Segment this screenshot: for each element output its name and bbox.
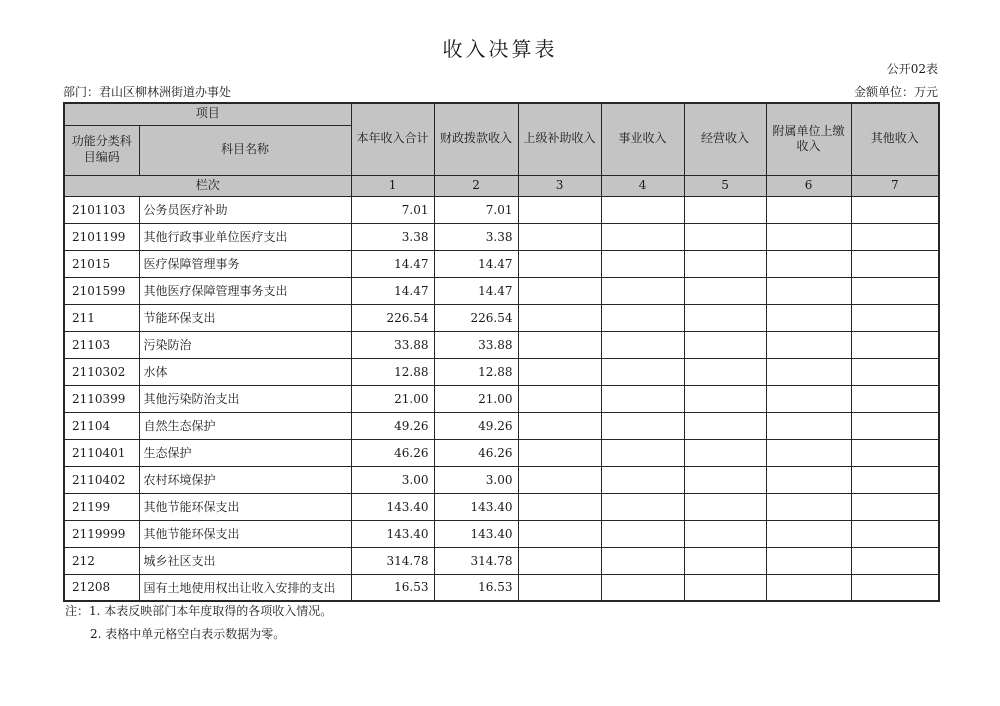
value-cell	[766, 304, 851, 331]
table-row	[64, 412, 939, 439]
value-cell: 3.00	[351, 466, 434, 493]
subject-code-cell: 211	[64, 304, 139, 331]
subject-name-cell: 其他节能环保支出	[139, 520, 351, 547]
table-row	[64, 358, 939, 385]
subject-name-cell: 生态保护	[139, 439, 351, 466]
subject-name-cell: 国有土地使用权出让收入安排的支出	[139, 574, 351, 601]
value-cell	[518, 331, 601, 358]
table-row	[64, 493, 939, 520]
value-cell: 226.54	[351, 304, 434, 331]
income-table	[63, 102, 940, 602]
value-cell	[518, 277, 601, 304]
subject-name-cell: 公务员医疗补助	[139, 196, 351, 223]
value-cell	[601, 412, 684, 439]
value-cell	[684, 331, 766, 358]
value-cell: 16.53	[434, 574, 518, 601]
subject-code-cell: 21104	[64, 412, 139, 439]
value-cell	[851, 466, 939, 493]
value-cell	[601, 547, 684, 574]
table-row	[64, 304, 939, 331]
table-row	[64, 331, 939, 358]
subject-name-cell: 节能环保支出	[139, 304, 351, 331]
subject-code-cell: 2119999	[64, 520, 139, 547]
subject-code-cell: 212	[64, 547, 139, 574]
value-cell	[518, 520, 601, 547]
table-body	[64, 196, 939, 601]
value-cell	[851, 196, 939, 223]
table-row	[64, 250, 939, 277]
value-cell	[766, 385, 851, 412]
value-cell	[684, 385, 766, 412]
value-cell: 14.47	[434, 277, 518, 304]
value-cell	[684, 439, 766, 466]
subject-code-cell: 21208	[64, 574, 139, 601]
footnote-line: 注：1. 本表反映部门本年度取得的各项收入情况。	[65, 604, 333, 618]
value-cell	[851, 304, 939, 331]
table-row	[64, 223, 939, 250]
col-header-subject-name: 科目名称	[139, 125, 351, 175]
value-cell	[518, 493, 601, 520]
value-cell	[766, 196, 851, 223]
table-row	[64, 196, 939, 223]
col-header-superior-subsidy: 上级补助收入	[518, 103, 601, 175]
col-number-cell: 6	[766, 175, 851, 196]
unit-label: 金额单位：万元	[853, 85, 938, 99]
value-cell	[684, 574, 766, 601]
value-cell	[518, 223, 601, 250]
value-cell	[766, 412, 851, 439]
col-header-function-code: 功能分类科目编码	[64, 125, 139, 175]
value-cell	[601, 331, 684, 358]
value-cell	[851, 547, 939, 574]
value-cell	[684, 277, 766, 304]
value-cell	[851, 520, 939, 547]
value-cell	[684, 358, 766, 385]
table-row	[64, 520, 939, 547]
value-cell: 21.00	[434, 385, 518, 412]
value-cell	[518, 385, 601, 412]
value-cell: 49.26	[434, 412, 518, 439]
col-header-other-income: 其他收入	[851, 103, 939, 175]
value-cell	[518, 250, 601, 277]
value-cell: 314.78	[434, 547, 518, 574]
project-header-cell: 项目	[64, 103, 351, 125]
value-cell	[518, 304, 601, 331]
value-cell	[766, 547, 851, 574]
value-cell	[766, 331, 851, 358]
footnotes	[65, 604, 332, 642]
value-cell	[601, 304, 684, 331]
subject-code-cell: 21015	[64, 250, 139, 277]
table-row	[64, 466, 939, 493]
subject-name-cell: 污染防治	[139, 331, 351, 358]
subject-code-cell: 2101199	[64, 223, 139, 250]
lanci-header-cell: 栏次	[64, 175, 351, 196]
meta-line	[63, 83, 938, 100]
table-code-label: 公开02表	[886, 62, 938, 76]
col-number-cell: 1	[351, 175, 434, 196]
value-cell	[518, 196, 601, 223]
value-cell: 14.47	[351, 277, 434, 304]
value-cell	[684, 250, 766, 277]
table-row	[64, 277, 939, 304]
value-cell: 21.00	[351, 385, 434, 412]
value-cell: 7.01	[351, 196, 434, 223]
value-cell	[851, 223, 939, 250]
col-header-total-income: 本年收入合计	[351, 103, 434, 175]
col-header-business-income: 事业收入	[601, 103, 684, 175]
value-cell: 143.40	[434, 493, 518, 520]
value-cell	[601, 574, 684, 601]
subject-code-cell: 2110402	[64, 466, 139, 493]
page-title: 收入决算表	[442, 37, 558, 61]
value-cell	[766, 520, 851, 547]
value-cell: 14.47	[351, 250, 434, 277]
header-row-project	[64, 103, 939, 125]
value-cell	[601, 385, 684, 412]
value-cell	[518, 439, 601, 466]
footnote-line: 2. 表格中单元格空白表示数据为零。	[90, 627, 286, 641]
value-cell	[851, 331, 939, 358]
subject-code-cell: 2110401	[64, 439, 139, 466]
col-header-affiliated-units: 附属单位上缴收入	[766, 103, 851, 175]
value-cell	[851, 412, 939, 439]
value-cell	[766, 574, 851, 601]
value-cell	[684, 547, 766, 574]
value-cell	[518, 358, 601, 385]
table-header	[64, 103, 939, 196]
value-cell: 12.88	[434, 358, 518, 385]
value-cell	[684, 223, 766, 250]
value-cell	[601, 250, 684, 277]
value-cell: 143.40	[434, 520, 518, 547]
subject-code-cell: 21103	[64, 331, 139, 358]
value-cell	[601, 439, 684, 466]
value-cell	[684, 304, 766, 331]
col-number-cell: 7	[851, 175, 939, 196]
table-row	[64, 385, 939, 412]
value-cell: 12.88	[351, 358, 434, 385]
col-header-operating-income: 经营收入	[684, 103, 766, 175]
value-cell	[851, 385, 939, 412]
subject-code-cell: 2110302	[64, 358, 139, 385]
table-row	[64, 547, 939, 574]
col-number-cell: 5	[684, 175, 766, 196]
value-cell	[766, 439, 851, 466]
value-cell	[766, 358, 851, 385]
value-cell	[601, 520, 684, 547]
col-header-fiscal-allocation: 财政拨款收入	[434, 103, 518, 175]
header-row-column-numbers	[64, 175, 939, 196]
value-cell	[601, 196, 684, 223]
value-cell	[851, 493, 939, 520]
value-cell	[518, 574, 601, 601]
value-cell	[851, 574, 939, 601]
value-cell	[684, 196, 766, 223]
subject-name-cell: 其他污染防治支出	[139, 385, 351, 412]
subject-name-cell: 其他节能环保支出	[139, 493, 351, 520]
department-label: 部门：君山区柳林洲街道办事处	[63, 85, 232, 99]
value-cell	[518, 547, 601, 574]
value-cell	[601, 223, 684, 250]
value-cell: 33.88	[434, 331, 518, 358]
value-cell: 16.53	[351, 574, 434, 601]
value-cell	[601, 277, 684, 304]
value-cell: 3.38	[434, 223, 518, 250]
value-cell: 33.88	[351, 331, 434, 358]
value-cell	[851, 439, 939, 466]
table-row	[64, 574, 939, 601]
value-cell	[684, 493, 766, 520]
subject-code-cell: 2101599	[64, 277, 139, 304]
subject-code-cell: 2101103	[64, 196, 139, 223]
value-cell: 3.38	[351, 223, 434, 250]
subject-name-cell: 水体	[139, 358, 351, 385]
value-cell: 3.00	[434, 466, 518, 493]
value-cell	[601, 466, 684, 493]
value-cell: 49.26	[351, 412, 434, 439]
subject-code-cell: 2110399	[64, 385, 139, 412]
value-cell	[766, 493, 851, 520]
subject-name-cell: 医疗保障管理事务	[139, 250, 351, 277]
col-number-cell: 3	[518, 175, 601, 196]
value-cell: 226.54	[434, 304, 518, 331]
value-cell	[518, 412, 601, 439]
value-cell: 7.01	[434, 196, 518, 223]
subject-name-cell: 其他行政事业单位医疗支出	[139, 223, 351, 250]
value-cell: 14.47	[434, 250, 518, 277]
value-cell: 46.26	[434, 439, 518, 466]
value-cell: 143.40	[351, 520, 434, 547]
value-cell	[518, 466, 601, 493]
value-cell	[601, 493, 684, 520]
value-cell	[766, 250, 851, 277]
subject-code-cell: 21199	[64, 493, 139, 520]
col-number-cell: 4	[601, 175, 684, 196]
subject-name-cell: 自然生态保护	[139, 412, 351, 439]
subject-name-cell: 其他医疗保障管理事务支出	[139, 277, 351, 304]
value-cell	[684, 466, 766, 493]
value-cell	[851, 250, 939, 277]
value-cell: 46.26	[351, 439, 434, 466]
value-cell	[684, 520, 766, 547]
value-cell	[851, 277, 939, 304]
value-cell	[766, 466, 851, 493]
subject-name-cell: 城乡社区支出	[139, 547, 351, 574]
col-number-cell: 2	[434, 175, 518, 196]
table-row	[64, 439, 939, 466]
value-cell: 143.40	[351, 493, 434, 520]
value-cell	[684, 412, 766, 439]
value-cell: 314.78	[351, 547, 434, 574]
value-cell	[766, 223, 851, 250]
value-cell	[851, 358, 939, 385]
subject-name-cell: 农村环境保护	[139, 466, 351, 493]
value-cell	[601, 358, 684, 385]
value-cell	[766, 277, 851, 304]
